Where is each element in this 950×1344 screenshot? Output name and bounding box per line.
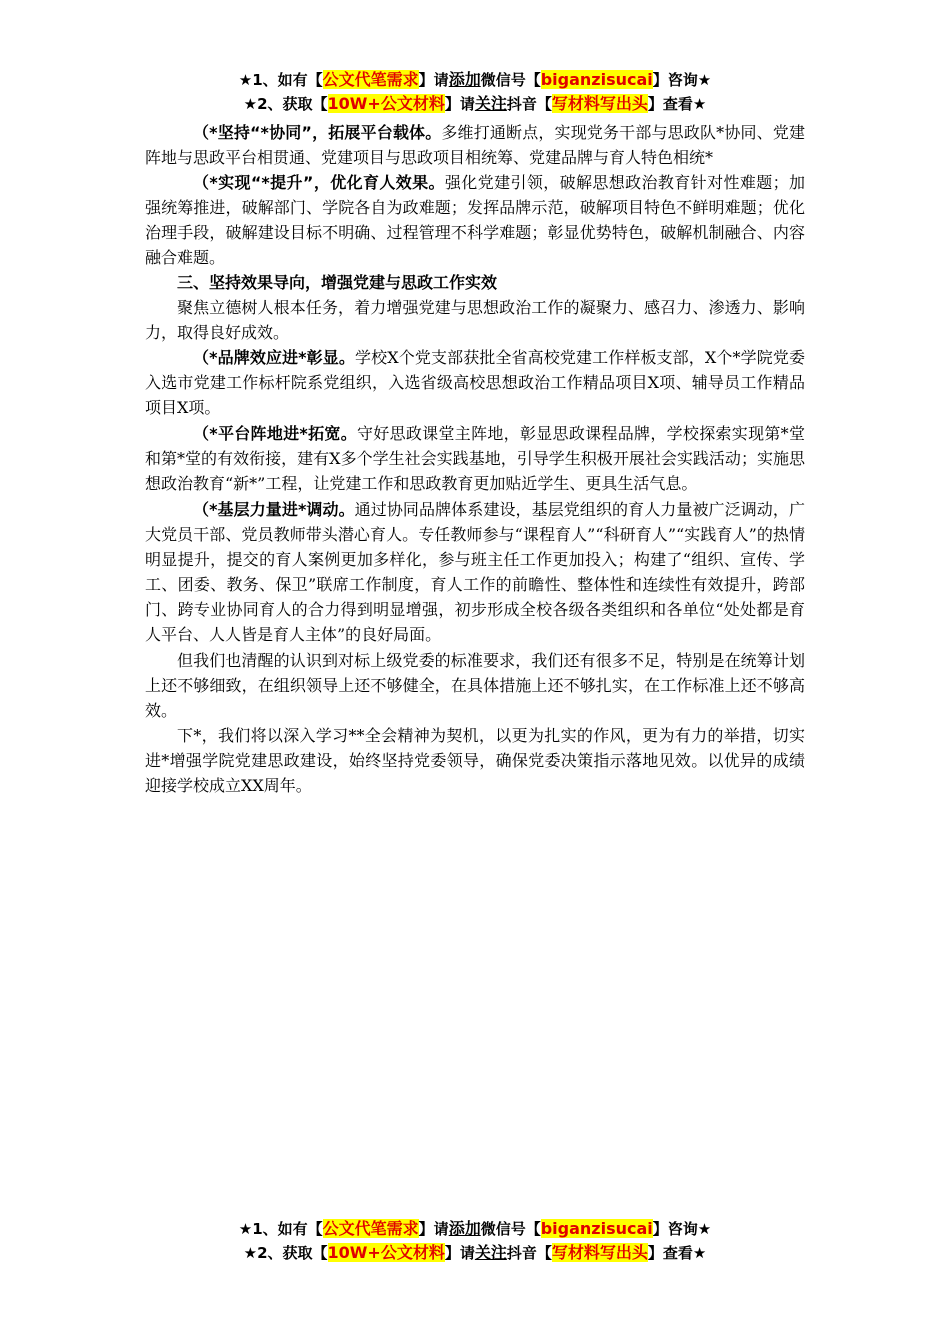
promo-highlight: 公文代笔需求 [322, 1219, 419, 1238]
promo-underlined: 添加 [448, 70, 481, 89]
promo-highlight: 公文代笔需求 [322, 70, 419, 89]
promo-underlined: 关注 [474, 94, 507, 113]
promo-highlight-douyin: 写材料写出头 [551, 94, 648, 113]
paragraph-platform [145, 421, 805, 496]
paragraph-lead: （*平台阵地进*拓宽。 [193, 424, 357, 443]
promo-text: 】请 [444, 1244, 475, 1262]
paragraph-intro: 聚焦立德树人根本任务，着力增强党建与思想政治工作的凝聚力、感召力、渗透力、影响力，取得良好成效。 [145, 298, 805, 342]
promo-text: ★2、获取【 [243, 95, 328, 113]
paragraph-improvement [145, 170, 805, 270]
promo-banner-bottom [0, 1217, 950, 1265]
paragraph-brand-effect [145, 345, 805, 420]
promo-line-2 [0, 92, 950, 116]
document-body [145, 120, 805, 798]
promo-text: 】请 [444, 95, 475, 113]
promo-text: 】咨询★ [652, 1220, 712, 1238]
paragraph-text: 多维打通断点，实现党务干部与思政队*协同、党建阵地与思政平台相贯通、党建项目与思政项目相统筹、党建品牌与育人特色相统* [145, 123, 805, 167]
promo-text: 微信号【 [480, 1220, 541, 1238]
paragraph-text: 强化党建引领，破解思想政治教育针对性难题；加强统筹推进，破解部门、学院各自为政难题；发挥品牌示范，破解项目特色不鲜明难题；优化治理手段，破解建设目标不明确、过程管理不科学难题；彰显优势特色，破解机制融合、内容融合难题。 [145, 173, 805, 267]
promo-text: 抖音【 [506, 95, 552, 113]
promo-text: 】查看★ [647, 1244, 707, 1262]
promo-text: 】请 [418, 71, 449, 89]
promo-text: 抖音【 [506, 1244, 552, 1262]
paragraph-next-steps: 下*，我们将以深入学习**全会精神为契机，以更为扎实的作风，更为有力的举措，切实进*增强学院党建思政建设，始终坚持党委领导，确保党委决策指示落地见效。以优异的成绩迎接学校成立XX周年。 [145, 726, 805, 795]
promo-text: 】咨询★ [652, 71, 712, 89]
promo-line-1 [0, 1217, 950, 1241]
paragraph-lead: （*基层力量进*调动。 [193, 500, 355, 519]
paragraph-shortcomings: 但我们也清醒的认识到对标上级党委的标准要求，我们还有很多不足，特别是在统筹计划上还不够细致，在组织领导上还不够健全，在具体措施上还不够扎实，在工作标准上还不够高效。 [145, 651, 805, 720]
paragraph-collaboration [145, 120, 805, 170]
paragraph-grassroots [145, 497, 805, 647]
promo-line-2 [0, 1241, 950, 1265]
promo-text: 】请 [418, 1220, 449, 1238]
section-heading: 三、坚持效果导向，增强党建与思政工作实效 [177, 273, 498, 292]
promo-text: 】查看★ [647, 95, 707, 113]
promo-highlight-wechat: biganzisucai [540, 70, 653, 89]
paragraph-lead: （*坚持“*协同”，拓展平台载体。 [193, 123, 442, 142]
promo-highlight-douyin: 写材料写出头 [551, 1243, 648, 1262]
promo-underlined: 关注 [474, 1243, 507, 1262]
paragraph-lead: （*实现“*提升”，优化育人效果。 [193, 173, 445, 192]
promo-highlight-wechat: biganzisucai [540, 1219, 653, 1238]
promo-text: ★1、如有【 [238, 71, 323, 89]
promo-highlight: 10W+公文材料 [327, 94, 445, 113]
promo-highlight: 10W+公文材料 [327, 1243, 445, 1262]
promo-text: ★1、如有【 [238, 1220, 323, 1238]
paragraph-text: 学校X个党支部获批全省高校党建工作样板支部，X个*学院党委入选市党建工作标杆院系党组织，入选省级高校思想政治工作精品项目X项、辅导员工作精品项目X项。 [145, 348, 805, 417]
promo-banner-top [0, 68, 950, 116]
paragraph-lead: （*品牌效应进*彰显。 [193, 348, 355, 367]
paragraph-text: 通过协同品牌体系建设，基层党组织的育人力量被广泛调动，广大党员干部、党员教师带头潜心育人。专任教师参与“课程育人”“科研育人”“实践育人”的热情明显提升，提交的育人案例更加多样化，参与班主任工作更加投入；构建了“组织、宣传、学工、团委、教务、保卫”联席工作制度，育人工作的前瞻性、整体性和连续性有效提升，跨部门、跨专业协同育人的合力得到明显增强，初步形成全校各级各类组织和各单位“处处都是育人平台、人人皆是育人主体”的良好局面。 [145, 500, 805, 644]
promo-text: ★2、获取【 [243, 1244, 328, 1262]
promo-underlined: 添加 [448, 1219, 481, 1238]
promo-text: 微信号【 [480, 71, 541, 89]
promo-line-1 [0, 68, 950, 92]
paragraph-text: 守好思政课堂主阵地，彰显思政课程品牌，学校探索实现第*堂和第*堂的有效衔接，建有X多个学生社会实践基地，引导学生积极开展社会实践活动；实施思想政治教育“新*”工程，让党建工作和思政教育更加贴近学生、更具生活气息。 [145, 424, 805, 493]
